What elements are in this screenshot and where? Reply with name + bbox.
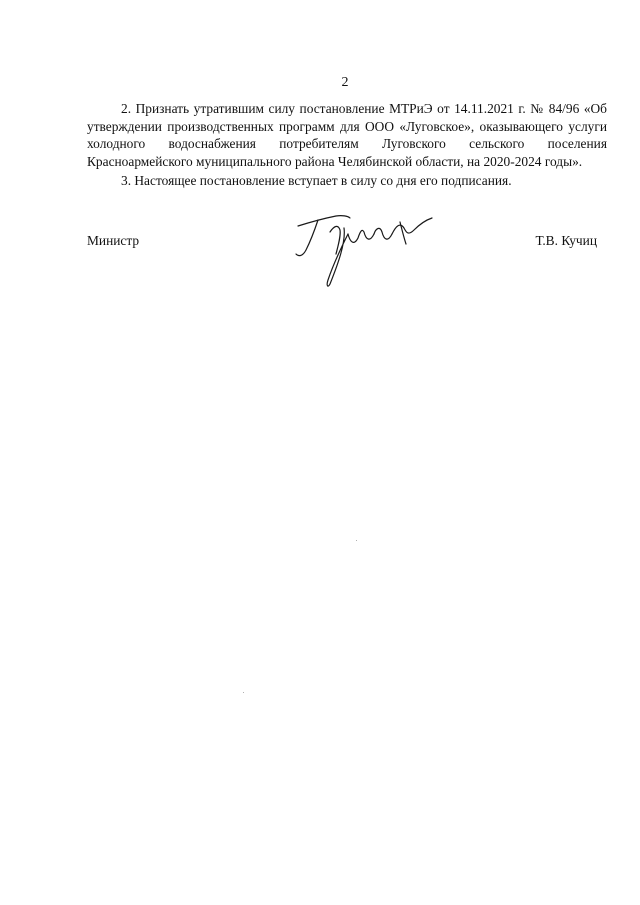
paragraph-3-effective-clause: 3. Настоящее постановление вступает в силу со дня его подписания.	[121, 173, 512, 189]
scan-speck	[356, 540, 357, 541]
paragraph-2-repeal-clause: 2. Признать утратившим силу постановление МТРиЭ от 14.11.2021 г. № 84/96 «Об утверждении производственных программ для ООО «Луговское», оказывающего услуги холодного водоснабжения потребителям Луговского сельского поселения Красноармейского муниципального района Челябинской области, на 2020-2024 годы».	[87, 101, 607, 169]
handwritten-signature	[284, 202, 454, 288]
signatory-position: Министр	[87, 233, 140, 248]
scan-speck	[243, 692, 244, 693]
signatory-name: Т.В. Кучиц	[535, 233, 597, 248]
document-body	[87, 100, 607, 192]
page-number: 2	[341, 75, 349, 90]
